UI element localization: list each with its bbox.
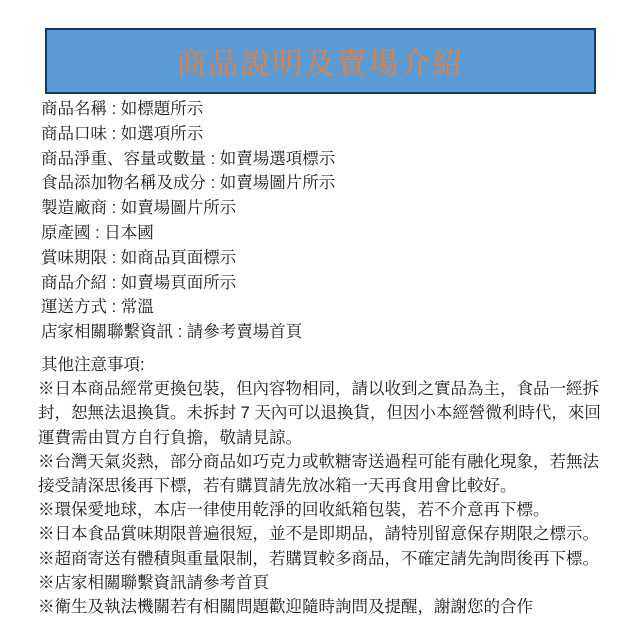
info-value: 如選項所示: [120, 124, 204, 143]
product-info-list: [41, 97, 616, 345]
info-label: 原產國: [41, 223, 91, 242]
product-info-row: [41, 221, 616, 246]
product-info-row: [41, 246, 616, 271]
product-info-row: [41, 171, 616, 196]
note-item: ※台灣天氣炎熱，部分商品如巧克力或軟糖寄送過程可能有融化現象，若無法接受請深思後再下標，若有購買請先放冰箱一天再食用會比較好。: [38, 452, 599, 496]
info-label: 賞味期限: [41, 248, 107, 267]
note-item: ※衛生及執法機關若有相關問題歡迎隨時詢問及提醒，謝謝您的合作: [38, 598, 533, 617]
info-value: 如賣場圖片所示: [120, 199, 237, 218]
notes-heading: 其他注意事項:: [41, 356, 145, 374]
product-info-row: [41, 271, 616, 296]
info-value: 常溫: [120, 298, 154, 317]
info-separator: :: [107, 124, 121, 143]
note-item: ※超商寄送有體積與重量限制，若購買較多商品，不確定請先詢問後再下標。: [38, 549, 599, 568]
notes-section: [38, 353, 606, 619]
info-separator: :: [206, 174, 220, 193]
info-value: 如商品頁面標示: [120, 248, 237, 267]
info-value: 如賣場頁面所示: [120, 273, 237, 292]
product-info-row: [41, 320, 616, 345]
product-info-row: [41, 147, 616, 172]
note-item: ※日本商品經常更換包裝，但內容物相同，請以收到之實品為主，食品一經拆封，恕無法退換貨。未拆封 7 天內可以退換貨，但因小本經營微利時代，來回運費需由買方自行負擔，敬請見諒。: [38, 380, 601, 447]
info-value: 如標題所示: [120, 100, 204, 118]
info-label: 製造廠商: [41, 199, 107, 218]
info-label: 商品口味: [41, 124, 107, 143]
info-separator: :: [90, 223, 105, 242]
info-separator: :: [107, 199, 121, 218]
info-separator: :: [107, 248, 121, 267]
info-separator: :: [206, 149, 220, 168]
info-separator: :: [173, 323, 187, 342]
info-label: 食品添加物名稱及成分: [41, 174, 206, 193]
info-value: 如賣場圖片所示: [219, 174, 336, 193]
info-label: 商品介紹: [41, 273, 107, 292]
page-title: 商品說明及賣場介紹: [176, 48, 465, 81]
note-item: ※環保愛地球，本店一律使用乾淨的回收紙箱包裝，若不介意再下標。: [38, 501, 550, 520]
product-info-row: [41, 295, 616, 320]
product-info-row: [41, 122, 616, 147]
info-separator: :: [107, 273, 121, 292]
note-item: ※日本食品賞味期限普遍很短，並不是即期品，請特別留意保存期限之標示。: [38, 525, 599, 544]
info-value: 如賣場選項標示: [219, 149, 336, 168]
info-value: 日本國: [104, 223, 154, 242]
info-value: 請參考賣場首頁: [186, 323, 303, 342]
info-label: 商品名稱: [41, 100, 107, 118]
product-info-row: [41, 97, 616, 122]
notes-list: [38, 377, 606, 619]
note-item: ※店家相關聯繫資訊請參考首頁: [38, 573, 269, 592]
info-separator: :: [107, 100, 121, 118]
info-label: 運送方式: [41, 298, 107, 317]
info-label: 店家相關聯繫資訊: [41, 323, 173, 342]
product-info-row: [41, 196, 616, 221]
info-separator: :: [107, 298, 121, 317]
header-banner: [45, 28, 596, 94]
info-label: 商品淨重、容量或數量: [41, 149, 206, 168]
